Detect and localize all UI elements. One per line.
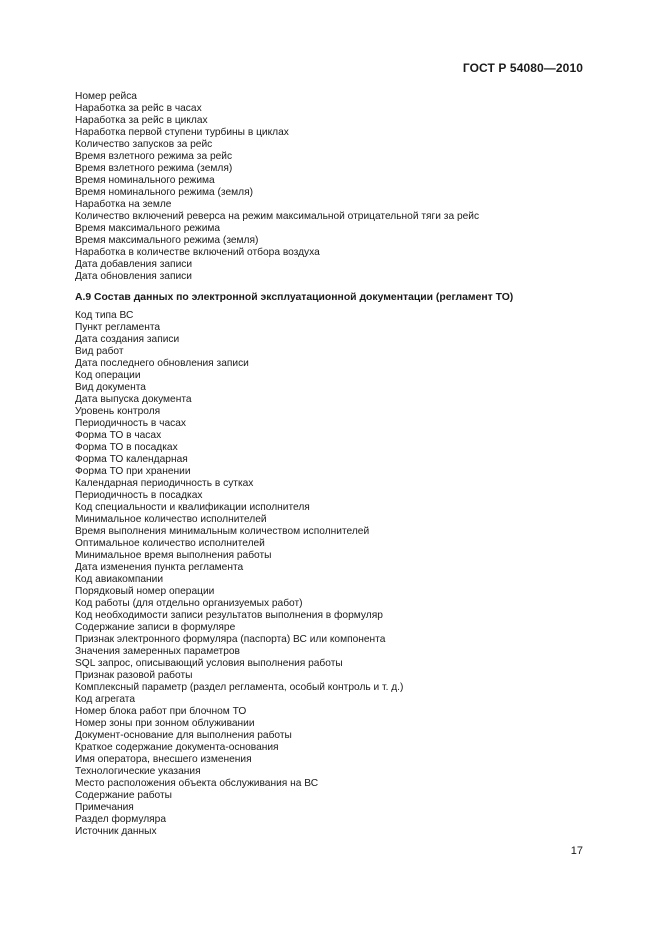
list-item: Время взлетного режима (земля) — [75, 163, 233, 174]
list-item: Дата создания записи — [75, 334, 180, 345]
list-item: Форма ТО календарная — [75, 454, 188, 465]
list-item: Дата добавления записи — [75, 259, 193, 270]
list-item: Номер блока работ при блочном ТО — [75, 706, 247, 717]
list-item: Количество включений реверса на режим максимальной отрицательной тяги за рейс — [75, 211, 480, 222]
list-item: Номер рейса — [75, 91, 137, 102]
list-item: Код операции — [75, 370, 141, 381]
list-item: Вид работ — [75, 346, 124, 357]
list-item: Краткое содержание документа-основания — [75, 742, 279, 753]
list-item: Вид документа — [75, 382, 146, 393]
list-item: Количество запусков за рейс — [75, 139, 213, 150]
list-item: Наработка за рейс в циклах — [75, 115, 208, 126]
list-item: Пункт регламента — [75, 322, 161, 333]
list-item: Время максимального режима — [75, 223, 221, 234]
list-item: Порядковый номер операции — [75, 586, 215, 597]
list-item: Имя оператора, внесшего изменения — [75, 754, 252, 765]
list-item: Календарная периодичность в сутках — [75, 478, 254, 489]
list-item: Место расположения объекта обслуживания на ВС — [75, 778, 319, 789]
list-item: Наработка в количестве включений отбора воздуха — [75, 247, 320, 258]
list-item: Наработка за рейс в часах — [75, 103, 202, 114]
list-item: Код типа ВС — [75, 310, 134, 321]
list-item: Содержание работы — [75, 790, 172, 801]
list-item: Время номинального режима (земля) — [75, 187, 253, 198]
list-item: Код специальности и квалификации исполнителя — [75, 502, 310, 513]
list-item: Раздел формуляра — [75, 814, 166, 825]
list-item: Периодичность в часах — [75, 418, 186, 429]
list-item: Код работы (для отдельно организуемых работ) — [75, 598, 303, 609]
list-item: Периодичность в посадках — [75, 490, 203, 501]
list-item: Дата изменения пункта регламента — [75, 562, 244, 573]
list-item: Форма ТО при хранении — [75, 466, 191, 477]
list-item: Время взлетного режима за рейс — [75, 151, 233, 162]
list-item: Источник данных — [75, 826, 157, 837]
page-number: 17 — [570, 845, 583, 857]
list-item: Код авиакомпании — [75, 574, 164, 585]
list-item: Технологические указания — [75, 766, 201, 777]
list-item: Оптимальное количество исполнителей — [75, 538, 265, 549]
list-item: Наработка на земле — [75, 199, 172, 210]
standard-code: ГОСТ Р 54080—2010 — [462, 61, 583, 75]
list-item: Код необходимости записи результатов выполнения в формуляр — [75, 610, 383, 621]
list-item: Дата последнего обновления записи — [75, 358, 249, 369]
list-item: Признак электронного формуляра (паспорта) ВС или компонента — [75, 634, 386, 645]
list-item: Примечания — [75, 802, 134, 813]
list-item: Форма ТО в посадках — [75, 442, 178, 453]
field-list-maintenance — [75, 310, 403, 838]
list-item: Время номинального режима — [75, 175, 215, 186]
list-item: Признак разовой работы — [75, 670, 193, 681]
list-item: Номер зоны при зонном облуживании — [75, 718, 255, 729]
list-item: Уровень контроля — [75, 406, 161, 417]
field-list-flight — [75, 91, 479, 283]
list-item: Время выполнения минимальным количеством исполнителей — [75, 526, 370, 537]
list-item: Код агрегата — [75, 694, 136, 705]
list-item: Документ-основание для выполнения работы — [75, 730, 292, 741]
list-item: Дата обновления записи — [75, 271, 192, 282]
list-item: Минимальное время выполнения работы — [75, 550, 272, 561]
list-item: Время максимального режима (земля) — [75, 235, 259, 246]
section-heading-a9: А.9 Состав данных по электронной эксплуатационной документации (регламент ТО) — [75, 292, 514, 303]
list-item: Дата выпуска документа — [75, 394, 192, 405]
list-item: Минимальное количество исполнителей — [75, 514, 267, 525]
list-item: Комплексный параметр (раздел регламента, особый контроль и т. д.) — [75, 682, 404, 693]
list-item: Содержание записи в формуляре — [75, 622, 236, 633]
list-item: Наработка первой ступени турбины в циклах — [75, 127, 289, 138]
list-item: SQL запрос, описывающий условия выполнения работы — [75, 658, 343, 669]
list-item: Форма ТО в часах — [75, 430, 162, 441]
list-item: Значения замеренных параметров — [75, 646, 240, 657]
